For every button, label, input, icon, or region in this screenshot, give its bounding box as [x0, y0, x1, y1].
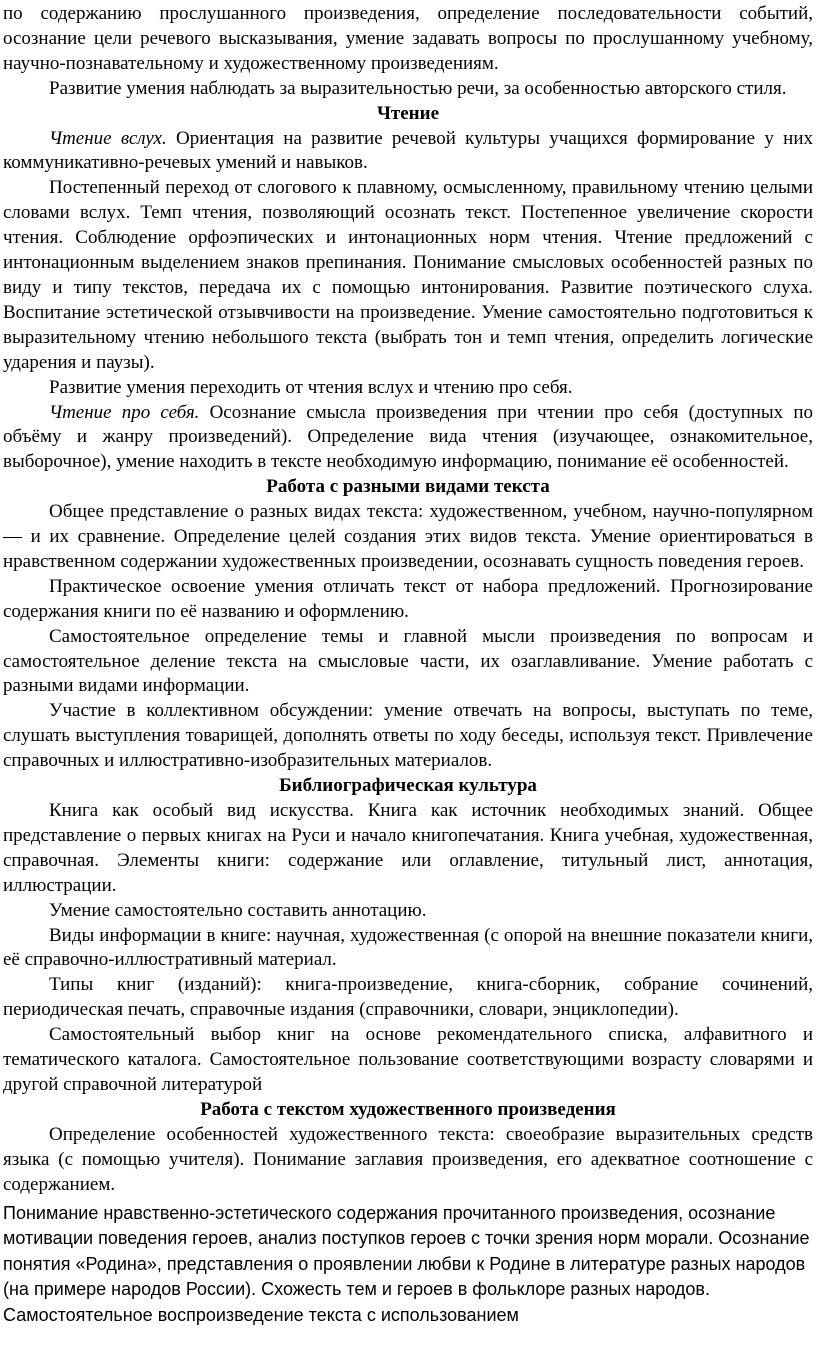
paragraph-switch-reading: Развитие умения переходить от чтения вслух и чтению про себя. — [49, 376, 573, 398]
paragraph-discussion: Участие в коллективном обсуждении: умение отвечать на вопросы, выступать по теме, слушать выступления товарищей, дополнять ответы по ходу беседы, используя текст. Привлечение справочных и иллюстративно-изобразительных материалов. — [3, 700, 813, 772]
paragraph-general-idea: Общее представление о разных видах текста: художественном, учебном, научно-популярном — и их сравнение. Определение целей создания этих видов текста. Умение ориентироваться в нравственном содержании художественных произведении, осознавать сущность поведения героев. — [3, 501, 813, 572]
paragraph-moral-content: Понимание нравственно-эстетического содержания прочитанного произведения, осознание мотивации поведения героев, анализ поступков героев с точки зрения норм морали. Осознание понятия «Родина», представления о проявлении любви к Родине в литературе разных народов (на примере народов России). Схожесть тем и героев в фольклоре разных народов. Самостоятельное воспроизведение текста с использованием — [3, 1202, 810, 1325]
reading-aloud-label: Чтение вслух. — [49, 127, 167, 149]
paragraph-theme: Самостоятельное определение темы и главной мысли произведения по вопросам и самостоятельное деление текста на смысловые части, их озаглавливание. Умение работать с разными видами информации. — [3, 625, 813, 697]
paragraph-reading-aloud — [3, 127, 813, 177]
paragraph-expressive-speech: Развитие умения наблюдать за выразительностью речи, за особенностью авторского стиля. — [49, 77, 787, 99]
paragraph-features: Определение особенностей художественного текста: своеобразие выразительных средств языка (с помощью учителя). Понимание заглавия произведения, его адекватное соотношение с содержанием. — [3, 1123, 813, 1195]
paragraph-annotation: Умение самостоятельно составить аннотацию. — [49, 899, 427, 921]
heading-bibliographic: Библиографическая культура — [279, 775, 537, 797]
heading-reading: Чтение — [376, 102, 440, 124]
paragraph-silent-reading — [3, 401, 813, 476]
paragraph-book-choice: Самостоятельный выбор книг на основе рекомендательного списка, алфавитного и тематического каталога. Самостоятельное пользование соответствующими возрасту словарями и другой справочной литературой — [3, 1024, 813, 1095]
paragraph-book-types: Типы книг (изданий): книга-произведение, книга-сборник, собрание сочинений, периодическая печать, справочные издания (справочники, словари, энциклопедии). — [3, 974, 813, 1021]
reading-aloud-text: Ориентация на развитие речевой культуры учащихся формирование у них коммуникативно-речевых умений и навыков. — [3, 127, 813, 174]
paragraph-practical: Практическое освоение умения отличать текст от набора предложений. Прогнозирование содержания книги по её названию и оформлению. — [3, 575, 813, 622]
heading-fiction-text: Работа с текстом художественного произведения — [200, 1098, 616, 1120]
paragraph-info-types: Виды информации в книге: научная, художественная (с опорой на внешние показатели книги, её справочно-иллюстративный материал. — [3, 924, 813, 971]
silent-reading-text: Осознание смысла произведения при чтении про себя (доступных по объёму и жанру произведений). Определение вида чтения (изучающее, ознакомительное, выборочное), умение находить в тексте необходимую информацию, понимание её особенностей. — [3, 401, 813, 473]
silent-reading-label: Чтение про себя. — [49, 401, 200, 423]
paragraph-gradual-transition: Постепенный переход от слогового к плавному, осмысленному, правильному чтению целыми словами вслух. Темп чтения, позволяющий осознать текст. Постепенное увеличение скорости чтения. Соблюдение орфоэпических и интонационных норм чтения. Чтение предложений с интонационным выделением знаков препинания. Понимание смысловых особенностей разных по виду и типу текстов, передача их с помощью интонирования. Развитие поэтического слуха. Воспитание эстетической отзывчивости на произведение. Умение самостоятельно подготовиться к выразительному чтению небольшого текста (выбрать тон и темп чтения, определить логические ударения и паузы). — [3, 177, 813, 373]
paragraph-intro-continuation: по содержанию прослушанного произведения, определение последовательности событий, осознание цели речевого высказывания, умение задавать вопросы по прослушанному учебному, научно-познавательному и художественному произведениям. — [3, 3, 813, 74]
heading-text-types: Работа с разными видами текста — [266, 476, 550, 498]
paragraph-book-art: Книга как особый вид искусства. Книга как источник необходимых знаний. Общее представление о первых книгах на Руси и начало книгопечатания. Книга учебная, художественная, справочная. Элементы книги: содержание или оглавление, титульный лист, аннотация, иллюстрации. — [3, 800, 813, 896]
